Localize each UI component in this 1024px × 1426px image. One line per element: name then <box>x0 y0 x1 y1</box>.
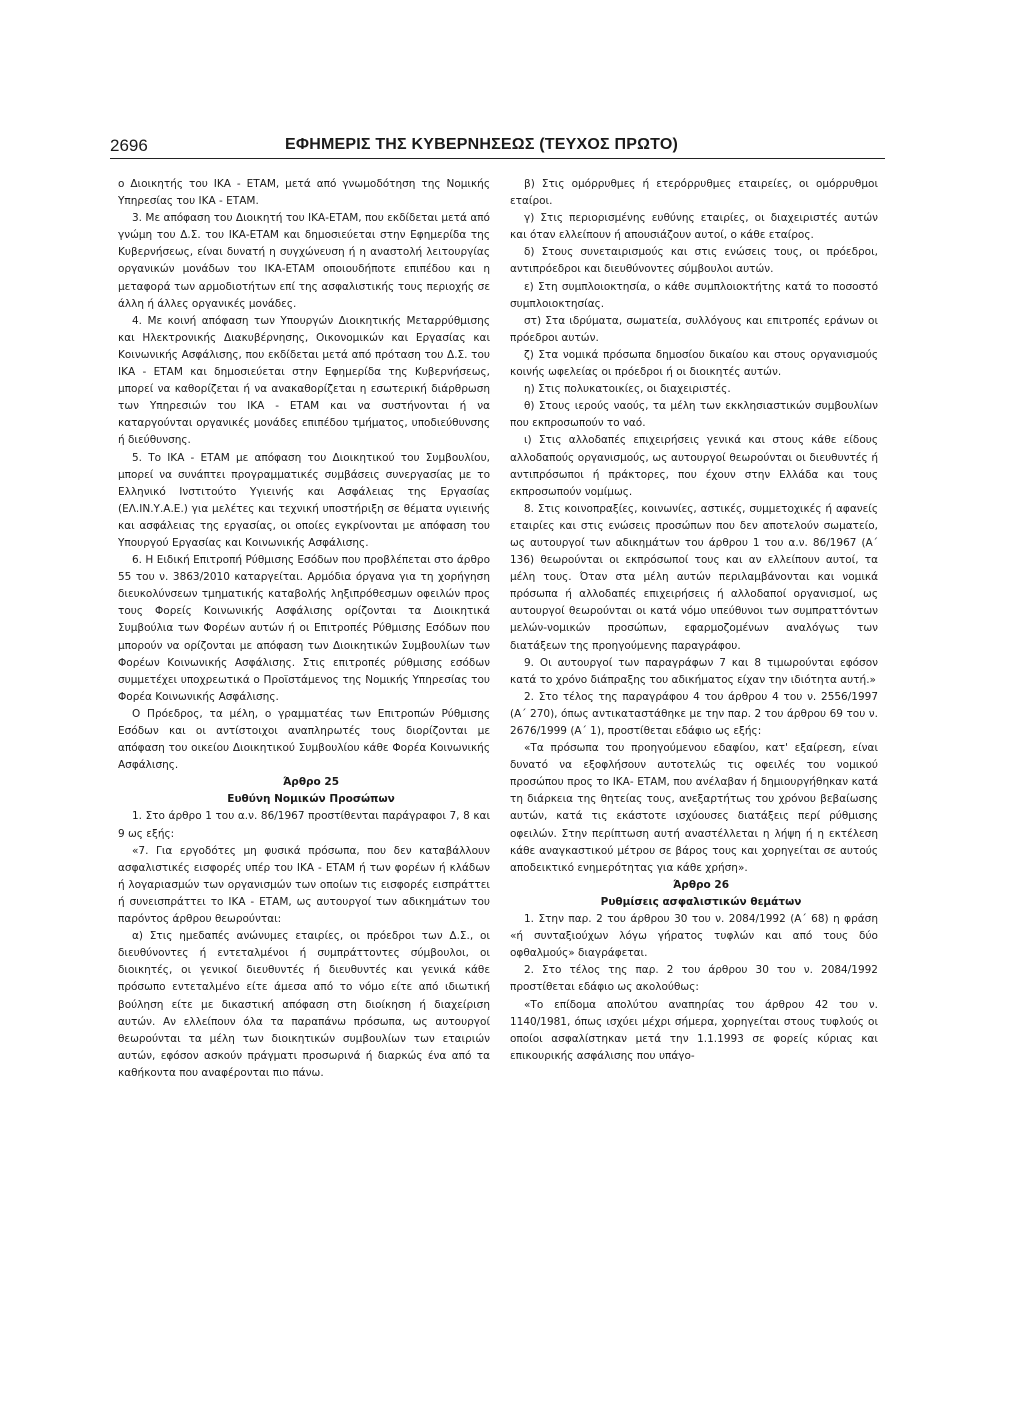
paragraph: «Τα πρόσωπα του προηγούμενου εδαφίου, κατ' εξαίρεση, είναι δυνατό να εξοφλήσουν αυτοτελώς τις οφειλές του νομικού προσώπου προς το ΙΚΑ- ΕΤΑΜ, που ανέλαβαν ή δημιουργήθηκαν κατά τη διάρκεια της θητείας τους, ανεξαρτήτως του χρόνου βεβαίωσης αυτών, κατά τις εκάστοτε ισχύουσες διατάξεις περί ρύθμισης οφειλών. Στην περίπτωση αυτή αναστέλλεται η λήψη ή η εκτέλεση κάθε αναγκαστικού μέτρου σε βάρος τους και χορηγείται σε αυτούς αποδεικτικό ενημερότητας για κάθε χρήση». <box>510 742 878 874</box>
paragraph: 5. Το ΙΚΑ - ΕΤΑΜ με απόφαση του Διοικητικού του Συμβουλίου, μπορεί να συνάπτει προγραμματικές συμβάσεις συνεργασίας με το Ελληνικό Ινστιτούτο Υγιεινής και Ασφάλειας της Εργασίας (ΕΛ.ΙΝ.Υ.Α.Ε.) για μελέτες και τεχνική υποστήριξη σε θέματα υγιεινής και ασφάλειας της εργασίας, οι οποίες εγκρίνονται με απόφαση του Υπουργού Εργασίας και Κοινωνικής Ασφάλισης. <box>118 451 490 549</box>
paragraph: γ) Στις περιορισμένης ευθύνης εταιρίες, οι διαχειριστές αυτών και όταν ελλείπουν ή απουσιάζουν αυτοί, ο κάθε εταίρος. <box>510 212 878 242</box>
paragraph: 2. Στο τέλος της παραγράφου 4 του άρθρου 4 του ν. 2556/1997 (Α΄ 270), όπως αντικαταστάθηκε με την παρ. 2 του άρθρου 69 του ν. 2676/1999 (Α΄ 1), προστίθεται εδάφιο ως εξής: <box>510 690 878 737</box>
paragraph: 3. Με απόφαση του Διοικητή του ΙΚΑ-ΕΤΑΜ, που εκδίδεται μετά από γνώμη του Δ.Σ. του ΙΚΑ-ΕΤΑΜ και δημοσιεύεται στην Εφημερίδα της Κυβερνήσεως, είναι δυνατή η συγχώνευση ή η αναστολή λειτουργίας οργανικών μονάδων του ΙΚΑ-ΕΤΑΜ οποιουδήποτε επιπέδου και η μεταφορά των αρμοδιοτήτων επί της ασφαλιστικής τους περιοχής σε άλλη ή άλλες οργανικές μονάδες. <box>118 212 490 310</box>
paragraph: Ο Πρόεδρος, τα μέλη, ο γραμματέας των Επιτροπών Ρύθμισης Εσόδων και οι αντίστοιχοι αναπληρωτές τους διορίζονται με απόφαση του οικείου Διοικητικού Συμβουλίου κάθε Φορέα Κοινωνικής Ασφάλισης. <box>118 707 490 772</box>
paragraph: δ) Στους συνεταιρισμούς και στις ενώσεις τους, οι πρόεδροι, αντιπρόεδροι και διευθύνοντες σύμβουλοι αυτών. <box>510 246 878 276</box>
paragraph: 1. Στο άρθρο 1 του α.ν. 86/1967 προστίθενται παράγραφοι 7, 8 και 9 ως εξής: <box>118 810 490 840</box>
document-page <box>110 132 885 1079</box>
paragraph: 9. Οι αυτουργοί των παραγράφων 7 και 8 τιμωρούνται εφόσον κατά το χρόνο διάπραξης του αδικήματος είχαν την ιδιότητα αυτή.» <box>510 656 878 686</box>
paragraph: α) Στις ημεδαπές ανώνυμες εταιρίες, οι πρόεδροι των Δ.Σ., οι διευθύνοντες ή εντεταλμένοι ή συμπράττοντες σύμβουλοι, οι διοικητές, οι γενικοί διευθυντές ή διευθυντές και γενικά κάθε πρόσωπο εντεταλμένο είτε άμεσα από το νόμο είτε από ιδιωτική βούληση είτε με δικαστική απόφαση στη διοίκηση ή διαχείριση αυτών. Αν ελλείπουν όλα τα παραπάνω πρόσωπα, ως αυτουργοί θεωρούνται τα μέλη των διοικητικών συμβουλίων των εταιριών αυτών, εφόσον ασκούν πράγματι προσωρινά ή διαρκώς ένα από τα καθήκοντα που αναφέρονται πιο πάνω. <box>118 930 490 1079</box>
paragraph: «7. Για εργοδότες μη φυσικά πρόσωπα, που δεν καταβάλλουν ασφαλιστικές εισφορές υπέρ του ΙΚΑ - ΕΤΑΜ ή των φορέων ή κλάδων ή λογαριασμών των οργανισμών των οποίων τις εισφορές εισπράττει ή συνεισπράττει το ΙΚΑ - ΕΤΑΜ, ως αυτουργοί των αδικημάτων του παρόντος άρθρου θεωρούνται: <box>118 844 490 926</box>
article-heading: Άρθρο 25 <box>282 776 340 789</box>
paragraph: 4. Με κοινή απόφαση των Υπουργών Διοικητικής Μεταρρύθμισης και Ηλεκτρονικής Διακυβέρνησης, Οικονομικών και Εργασίας και Κοινωνικής Ασφάλισης, που εκδίδεται μετά από πρόταση του Δ.Σ. του ΙΚΑ - ΕΤΑΜ και δημοσιεύεται στην Εφημερίδα της Κυβερνήσεως, μπορεί να καθορίζεται ή να ανακαθορίζεται η εσωτερική διάρθρωση των Υπηρεσιών του ΙΚΑ - ΕΤΑΜ και να συστήνονται ή να καταργούνται οργανικές μονάδες επιπέδου τμήματος, υποδιεύθυνσης ή διεύθυνσης. <box>118 314 490 447</box>
paragraph: ε) Στη συμπλοιοκτησία, ο κάθε συμπλοιοκτήτης κατά το ποσοστό συμπλοιοκτησίας. <box>510 280 878 310</box>
paragraph: ο Διοικητής του ΙΚΑ - ΕΤΑΜ, μετά από γνωμοδότηση της Νομικής Υπηρεσίας του ΙΚΑ - ΕΤΑΜ. <box>118 178 490 208</box>
article-heading: Άρθρο 26 <box>672 878 730 891</box>
paragraph: 6. Η Ειδική Επιτροπή Ρύθμισης Εσόδων που προβλέπεται στο άρθρο 55 του ν. 3863/2010 καταργείται. Αρμόδια όργανα για τη χορήγηση διευκολύνσεων τμηματικής καταβολής ληξιπρόθεσμων οφειλών προς τους Φορείς Κοινωνικής Ασφάλισης ορίζονται τα Διοικητικά Συμβούλια των Φορέων αυτών ή οι Επιτροπές Ρύθμισης Εσόδων που μπορούν να ορίζονται με απόφαση των Διοικητικών Συμβουλίων των Φορέων Κοινωνικής Ασφάλισης. Στις επιτροπές ρύθμισης εσόδων συμμετέχει υποχρεωτικά ο Προϊστάμενος της Νομικής Υπηρεσίας του Φορέα Κοινωνικής Ασφάλισης. <box>118 554 490 703</box>
page-number: 2696 <box>110 136 148 155</box>
paragraph: 8. Στις κοινοπραξίες, κοινωνίες, αστικές, συμμετοχικές ή αφανείς εταιρίες και στις ενώσεις προσώπων που δεν αποτελούν σωματείο, ως αυτουργοί των αδικημάτων του άρθρου 1 του α.ν. 86/1967 (Α΄ 136) θεωρούνται οι εκπρόσωποί τους και αν ελλείπουν αυτοί, τα μέλη τους. Όταν στα μέλη αυτών περιλαμβάνονται και νομικά πρόσωπα ή αλλοδαπές επιχειρήσεις ή αλλοδαποί οργανισμοί, ως αυτουργοί θεωρούνται οι κατά νόμο υπεύθυνοι των συμπραττόντων μελών-νομικών προσώπων, εφαρμοζομένων αναλόγως των διατάξεων της προηγούμενης παραγράφου. <box>510 502 878 652</box>
left-column <box>118 176 490 1082</box>
paragraph: 1. Στην παρ. 2 του άρθρου 30 του ν. 2084/1992 (Α΄ 68) η φράση «ή συνταξιούχων λόγω γήρατος τυφλών και από τους δύο οφθαλμούς» διαγράφεται. <box>510 913 878 960</box>
article-subheading: Ρυθμίσεις ασφαλιστικών θεμάτων <box>600 895 802 908</box>
paragraph: ι) Στις αλλοδαπές επιχειρήσεις γενικά και στους κάθε είδους αλλοδαπούς οργανισμούς, ως αυτουργοί θεωρούνται οι διευθυντές ή αντιπρόσωποι ή πράκτορες, που έχουν στην Ελλάδα και τους εκπροσωπούν νομίμως. <box>510 434 878 498</box>
paragraph: ζ) Στα νομικά πρόσωπα δημοσίου δικαίου και στους οργανισμούς κοινής ωφελείας οι πρόεδροι ή οι διοικητές αυτών. <box>510 348 878 379</box>
right-column <box>510 176 878 1065</box>
paragraph: 2. Στο τέλος της παρ. 2 του άρθρου 30 του ν. 2084/1992 προστίθεται εδάφιο ως ακολούθως: <box>510 964 878 994</box>
article-subheading: Ευθύνη Νομικών Προσώπων <box>227 793 395 806</box>
paragraph: «Το επίδομα απολύτου αναπηρίας του άρθρου 42 του ν. 1140/1981, όπως ισχύει μέχρι σήμερα, χορηγείται στους τυφλούς οι οποίοι ασφαλίστηκαν μετά την 1.1.1993 σε φορείς κύριας και επικουρικής ασφάλισης που υπάγο- <box>510 998 878 1062</box>
paragraph: θ) Στους ιερούς ναούς, τα μέλη των εκκλησιαστικών συμβουλίων που εκπροσωπούν το ναό. <box>510 400 878 430</box>
page-header <box>110 132 885 159</box>
paragraph: στ) Στα ιδρύματα, σωματεία, συλλόγους και επιτροπές εράνων οι πρόεδροι αυτών. <box>510 314 878 344</box>
paragraph: β) Στις ομόρρυθμες ή ετερόρρυθμες εταιρείες, οι ομόρρυθμοι εταίροι. <box>510 178 878 208</box>
gazette-title: ΕΦΗΜΕΡΙΣ ΤΗΣ ΚΥΒΕΡΝΗΣΕΩΣ (ΤΕΥΧΟΣ ΠΡΩΤΟ) <box>285 136 679 153</box>
paragraph: η) Στις πολυκατοικίες, οι διαχειριστές. <box>524 383 731 396</box>
